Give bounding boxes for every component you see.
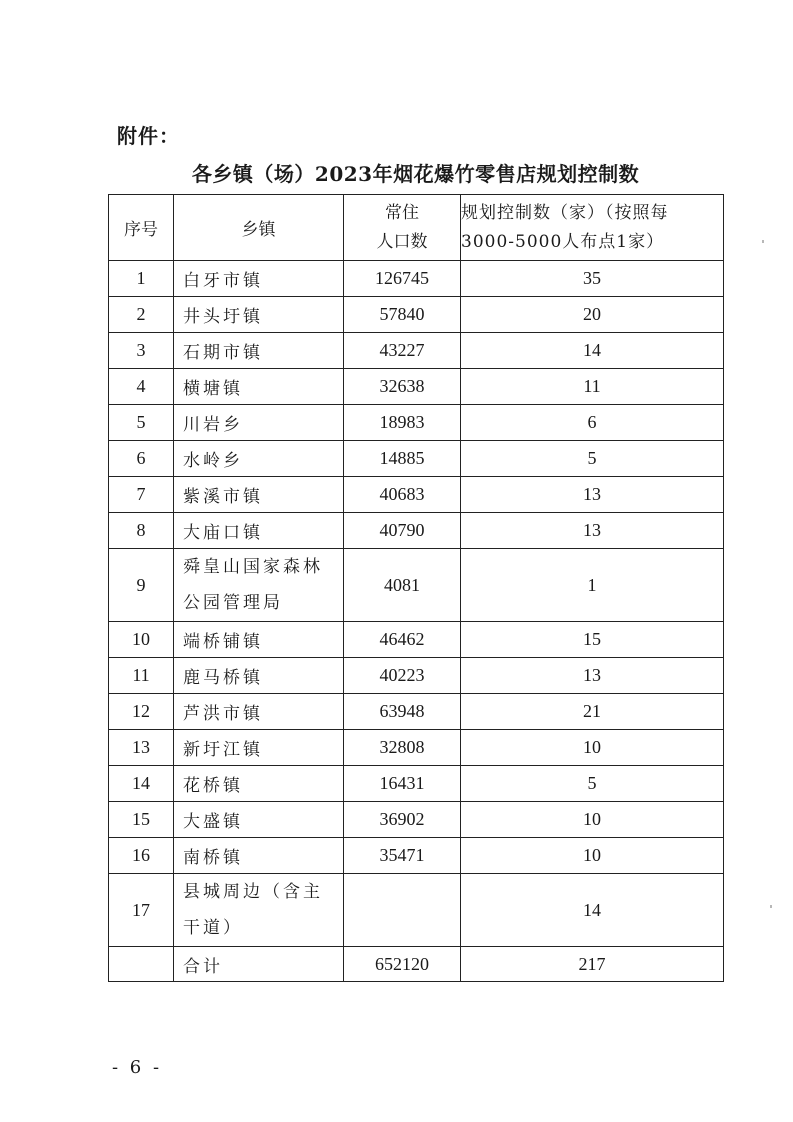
row-town bbox=[174, 874, 344, 947]
row-town: 花桥镇 bbox=[174, 766, 344, 802]
row-population: 35471 bbox=[344, 838, 461, 874]
row-town-line2: 公园管理局 bbox=[183, 593, 283, 613]
row-population: 63948 bbox=[344, 694, 461, 730]
row-no: 2 bbox=[109, 297, 174, 333]
row-no: 12 bbox=[109, 694, 174, 730]
row-plan: 14 bbox=[461, 874, 724, 947]
total-no-cell bbox=[109, 947, 174, 982]
row-no: 1 bbox=[109, 261, 174, 297]
row-town-line1: 舜皇山国家森林 bbox=[183, 557, 323, 577]
table-row bbox=[109, 766, 724, 802]
row-plan: 10 bbox=[461, 838, 724, 874]
row-plan: 20 bbox=[461, 297, 724, 333]
total-label: 合计 bbox=[174, 947, 344, 982]
row-town: 芦洪市镇 bbox=[174, 694, 344, 730]
table-row bbox=[109, 802, 724, 838]
document-title: 各乡镇（场）2023年烟花爆竹零售店规划控制数 bbox=[191, 162, 640, 186]
row-town: 端桥铺镇 bbox=[174, 622, 344, 658]
row-no: 6 bbox=[109, 441, 174, 477]
row-population: 46462 bbox=[344, 622, 461, 658]
row-town: 石期市镇 bbox=[174, 333, 344, 369]
header-town: 乡镇 bbox=[174, 195, 344, 261]
total-row bbox=[109, 947, 724, 982]
table-header-row bbox=[109, 195, 724, 261]
row-population: 4081 bbox=[344, 549, 461, 622]
row-plan: 21 bbox=[461, 694, 724, 730]
row-plan: 13 bbox=[461, 477, 724, 513]
row-town: 大盛镇 bbox=[174, 802, 344, 838]
row-plan: 15 bbox=[461, 622, 724, 658]
row-town: 鹿马桥镇 bbox=[174, 658, 344, 694]
row-plan: 10 bbox=[461, 802, 724, 838]
row-population: 18983 bbox=[344, 405, 461, 441]
header-population bbox=[344, 195, 461, 261]
row-population: 126745 bbox=[344, 261, 461, 297]
table-row bbox=[109, 261, 724, 297]
row-plan: 11 bbox=[461, 369, 724, 405]
table-row bbox=[109, 622, 724, 658]
row-town-line1: 县城周边（含主 bbox=[183, 882, 323, 902]
table-row bbox=[109, 477, 724, 513]
row-no: 11 bbox=[109, 658, 174, 694]
row-no: 4 bbox=[109, 369, 174, 405]
row-town: 井头圩镇 bbox=[174, 297, 344, 333]
header-plan bbox=[461, 195, 724, 261]
row-town: 横塘镇 bbox=[174, 369, 344, 405]
row-no: 14 bbox=[109, 766, 174, 802]
row-no: 10 bbox=[109, 622, 174, 658]
row-population: 40790 bbox=[344, 513, 461, 549]
row-population: 36902 bbox=[344, 802, 461, 838]
table-row bbox=[109, 333, 724, 369]
header-no: 序号 bbox=[109, 195, 174, 261]
row-population: 40223 bbox=[344, 658, 461, 694]
header-population-line1: 常住 bbox=[385, 202, 419, 223]
row-town: 白牙市镇 bbox=[174, 261, 344, 297]
row-town bbox=[174, 549, 344, 622]
attachment-label: 附件： bbox=[117, 124, 180, 148]
row-population: 16431 bbox=[344, 766, 461, 802]
row-population: 40683 bbox=[344, 477, 461, 513]
row-no: 7 bbox=[109, 477, 174, 513]
row-town: 南桥镇 bbox=[174, 838, 344, 874]
row-plan: 13 bbox=[461, 658, 724, 694]
row-plan: 6 bbox=[461, 405, 724, 441]
row-population: 32638 bbox=[344, 369, 461, 405]
table-row bbox=[109, 730, 724, 766]
table-row bbox=[109, 441, 724, 477]
row-no: 15 bbox=[109, 802, 174, 838]
row-plan: 1 bbox=[461, 549, 724, 622]
scan-speck bbox=[762, 240, 764, 243]
row-no: 3 bbox=[109, 333, 174, 369]
row-town-line2: 干道） bbox=[183, 918, 243, 938]
row-plan: 13 bbox=[461, 513, 724, 549]
table-row bbox=[109, 694, 724, 730]
row-population: 43227 bbox=[344, 333, 461, 369]
table-row bbox=[109, 297, 724, 333]
row-plan: 5 bbox=[461, 766, 724, 802]
table-row bbox=[109, 838, 724, 874]
table-row bbox=[109, 513, 724, 549]
row-plan: 35 bbox=[461, 261, 724, 297]
row-town: 川岩乡 bbox=[174, 405, 344, 441]
header-plan-line2: 3000-5000人布点1家） bbox=[461, 231, 665, 252]
row-no: 5 bbox=[109, 405, 174, 441]
row-town: 水岭乡 bbox=[174, 441, 344, 477]
row-population: 57840 bbox=[344, 297, 461, 333]
scan-speck bbox=[770, 905, 772, 908]
row-no: 16 bbox=[109, 838, 174, 874]
table-row bbox=[109, 874, 724, 947]
total-plan: 217 bbox=[461, 947, 724, 982]
row-no: 9 bbox=[109, 549, 174, 622]
header-plan-line1: 规划控制数（家）（按照每 bbox=[461, 202, 669, 223]
row-plan: 5 bbox=[461, 441, 724, 477]
row-population: 14885 bbox=[344, 441, 461, 477]
row-plan: 10 bbox=[461, 730, 724, 766]
row-no: 13 bbox=[109, 730, 174, 766]
table-row bbox=[109, 405, 724, 441]
planning-table bbox=[108, 194, 724, 982]
table-row bbox=[109, 549, 724, 622]
row-population bbox=[344, 874, 461, 947]
total-population: 652120 bbox=[344, 947, 461, 982]
row-no: 17 bbox=[109, 874, 174, 947]
row-town: 大庙口镇 bbox=[174, 513, 344, 549]
row-plan: 14 bbox=[461, 333, 724, 369]
row-town: 紫溪市镇 bbox=[174, 477, 344, 513]
table-row bbox=[109, 658, 724, 694]
row-town: 新圩江镇 bbox=[174, 730, 344, 766]
page-number: - 6 - bbox=[112, 1057, 163, 1078]
row-no: 8 bbox=[109, 513, 174, 549]
header-population-line2: 人口数 bbox=[376, 231, 428, 252]
table-row bbox=[109, 369, 724, 405]
row-population: 32808 bbox=[344, 730, 461, 766]
